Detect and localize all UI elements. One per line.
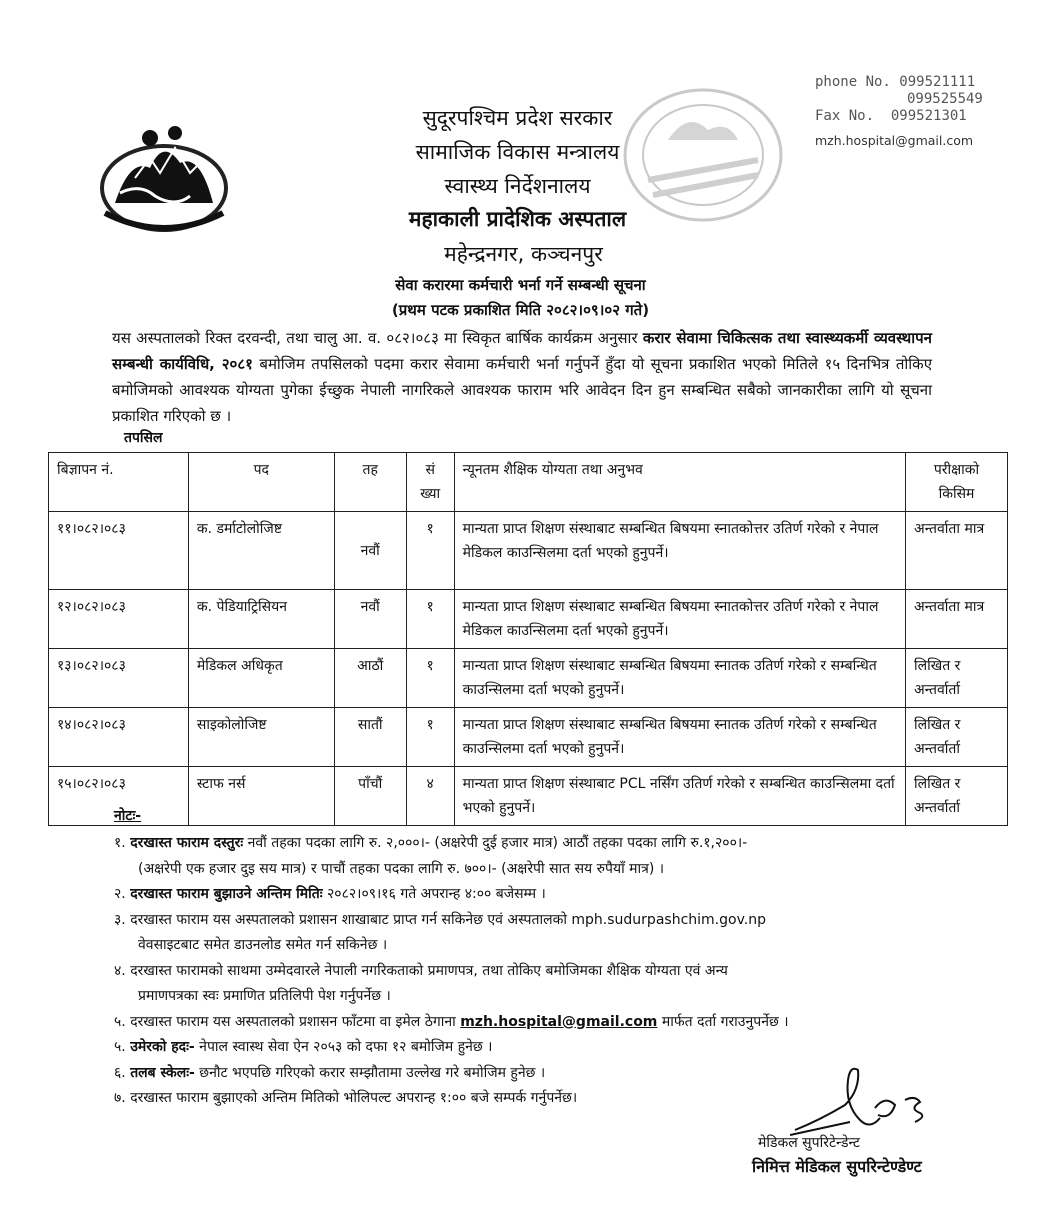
note-number: ४. [114,962,126,979]
notice-title: सेवा करारमा कर्मचारी भर्ना गर्ने सम्बन्धी सूचना [395,276,646,294]
note-bold: उमेरको हदः- [130,1039,195,1055]
note-item [114,959,934,1010]
cell-count: ४ [406,767,454,826]
cell-level: पाँचौं [334,767,406,826]
note-text: दरखास्त फारामको साथमा उम्मेदवारले नेपाली नगरिकताको प्रमाणपत्र, तथा तोकिए बमोजिमका शैक्षिक योग्यता एवं अन्य [130,962,728,979]
note-bold: दरखास्त फाराम दस्तुरः [130,835,244,851]
cell-qualification: मान्यता प्राप्त शिक्षण संस्थाबाट PCL नर्सिंग उतिर्ण गरेको र सम्बन्धित काउन्सिलमा दर्ता भएको हुनुपर्ने। [454,767,905,826]
cell-level: नवौं [334,512,406,590]
note-number: ६. [114,1064,126,1081]
col-advert-no: बिज्ञापन नं. [49,453,189,512]
note-number: १. [114,835,126,851]
note-text: दरखास्त फाराम यस अस्पतालको प्रशासन फाँटमा वा इमेल ठेगाना [130,1013,461,1030]
fax-number: 099521301 [890,108,967,124]
email-link[interactable]: mzh.hospital@gmail.com [460,1013,658,1030]
intro-paragraph [112,325,932,429]
note-number: २. [114,886,126,902]
cell-advert-no: १२।०८२।०८३ [49,590,189,649]
note-text: मार्फत दर्ता गराउनुपर्नेछ । [657,1013,789,1030]
cell-count: १ [406,649,454,708]
note-number: ७. [114,1090,126,1106]
handwritten-signature [790,1060,950,1140]
contact-block [815,74,983,125]
note-item [114,1010,934,1036]
cell-count: १ [406,708,454,767]
note-text-cont: वेवसाइटबाट समेत डाउनलोड समेत गर्न सकिनेछ । [138,937,388,953]
note-number: ५. [114,1039,126,1055]
col-count: सं ख्या [406,453,454,512]
cell-qualification: मान्यता प्राप्त शिक्षण संस्थाबाट सम्बन्धित बिषयमा स्नातक उतिर्ण गरेको र सम्बन्धित काउन्सिलमा दर्ता भएको हुनुपर्ने। [454,708,905,767]
intro-bold: करार सेवामा चिकित्सक तथा स्वास्थ्यकर्मी व्यवस्थापन सम्बन्धी कार्यविधि, २०८१ [112,329,932,373]
note-text: २०८२।०९।१६ गते अपरान्ह ४:०० बजेसम्म । [322,886,546,902]
col-level: तह [334,453,406,512]
note-text: दरखास्त फाराम यस अस्पतालको प्रशासन शाखाबाट प्राप्त गर्न सकिनेछ एवं अस्पतालको mph.sudurpashchim.gov.np [130,911,766,928]
header-directorate: स्वास्थ्य निर्देशनालय [444,174,591,198]
notes-heading: नोटः- [114,808,142,824]
cell-post: साइकोलोजिष्ट [188,708,334,767]
signatory-stamp: निमित्त मेडिकल सुपरिन्टेण्डेण्ट [752,1157,922,1176]
note-item [114,1035,934,1061]
note-text: नेपाल स्वास्थ सेवा ऐन २०५३ को दफा १२ बमोजिम हुनेछ । [194,1039,493,1055]
vacancy-table [48,452,1008,826]
phone-number-2: 099525549 [907,91,983,107]
cell-exam-type: लिखित र अन्तर्वार्ता [906,767,1008,826]
note-item [114,882,934,908]
cell-count: १ [406,512,454,590]
cell-exam-type: लिखित र अन्तर्वार्ता [906,708,1008,767]
cell-level: सातौं [334,708,406,767]
cell-level: नवौं [334,590,406,649]
intro-part2: बमोजिम तपसिलको पदमा करार सेवामा कर्मचारी भर्ना गर्नुपर्ने हुँदा यो सूचना प्रकाशित भएको मितिले १५ दिनभित्र तोकिए बमोजिमको आवश्यक योग्यता पुगेका ईच्छुक नेपाली नागरिकले आवश्यक फाराम भरि आवेदन दिन हुन सम्बन्धित सबैको जानकारीका लागि यो सूचना प्रकाशित गरिएको छ । [112,355,932,425]
cell-advert-no: ११।०८२।०८३ [49,512,189,590]
phone-number-1: 099521111 [899,74,976,90]
note-text: छनौट भएपछि गरिएको करार सम्झौतामा उल्लेख गरे बमोजिम हुनेछ । [194,1064,546,1081]
intro-part1: यस अस्पतालको रिक्त दरवन्दी, तथा चालु आ. व. ०८२।०८३ मा स्विकृत बार्षिक कार्यक्रम अनुसार [112,329,643,347]
cell-advert-no: १३।०८२।०८३ [49,649,189,708]
table-row [49,767,1008,826]
cell-post: मेडिकल अधिकृत [188,649,334,708]
signatory-title: मेडिकल सुपरिटेन्डेन्ट [758,1135,860,1151]
note-number: ५. [114,1013,126,1030]
note-bold: दरखास्त फाराम बुझाउने अन्तिम मितिः [130,886,323,902]
cell-level: आठौं [334,649,406,708]
note-item [114,908,934,959]
note-text: दरखास्त फाराम बुझाएको अन्तिम मितिको भोलिपल्ट अपरान्ह १:०० बजे सम्पर्क गर्नुपर्नेछ। [130,1090,578,1106]
contact-email: mzh.hospital@gmail.com [815,133,974,148]
header-location: महेन्द्रनगर, कञ्चनपुर [444,242,603,266]
note-bold: तलब स्केलः- [130,1064,195,1081]
table-row [49,590,1008,649]
note-item [114,831,934,882]
cell-qualification: मान्यता प्राप्त शिक्षण संस्थाबाट सम्बन्धित बिषयमा स्नातक उतिर्ण गरेको र सम्बन्धित काउन्सिलमा दर्ता भएको हुनुपर्ने। [454,649,905,708]
cell-post: क. डर्माटोलोजिष्ट [188,512,334,590]
note-text-cont: प्रमाणपत्रका स्वः प्रमाणित प्रतिलिपी पेश गर्नुपर्नेछ । [138,988,391,1004]
note-text: नवौं तहका पदका लागि रु. २,०००।- (अक्षरेपी दुई हजार मात्र) आठौं तहका पदका लागि रु.१,२००।- [243,835,748,851]
published-date: (प्रथम पटक प्रकाशित मिति २०८२।०९।०२ गते) [391,301,650,319]
table-header-row [49,453,1008,512]
col-post: पद [188,453,334,512]
fax-label: Fax No. [815,108,875,124]
table-row [49,708,1008,767]
header-ministry: सामाजिक विकास मन्त्रालय [415,140,620,164]
cell-exam-type: अन्तर्वाता मात्र [906,590,1008,649]
header-government: सुदूरपश्चिम प्रदेश सरकार [422,106,613,130]
cell-advert-no: १४।०८२।०८३ [49,708,189,767]
col-qualification: न्यूनतम शैक्षिक योग्यता तथा अनुभव [454,453,905,512]
cell-count: १ [406,590,454,649]
cell-qualification: मान्यता प्राप्त शिक्षण संस्थाबाट सम्बन्धित बिषयमा स्नातकोत्तर उतिर्ण गरेको र नेपाल मेडिकल काउन्सिलमा दर्ता भएको हुनुपर्ने। [454,512,905,590]
cell-post: स्टाफ नर्स [188,767,334,826]
cell-post: क. पेडियाट्रिसियन [188,590,334,649]
cell-exam-type: लिखित र अन्तर्वार्ता [906,649,1008,708]
table-row [49,649,1008,708]
cell-exam-type: अन्तर्वाता मात्र [906,512,1008,590]
tapasil-label: तपसिल [124,430,163,446]
note-text-cont: (अक्षरेपी एक हजार दुइ सय मात्र) र पाचौं तहका पदका लागि रु. ७००।- (अक्षरेपी सात सय रुपैयाँ मात्र) । [138,860,665,877]
cell-advert-no: १५।०८२।०८३ [49,767,189,826]
cell-qualification: मान्यता प्राप्त शिक्षण संस्थाबाट सम्बन्धित बिषयमा स्नातकोत्तर उतिर्ण गरेको र नेपाल मेडिकल काउन्सिलमा दर्ता भएको हुनुपर्ने। [454,590,905,649]
table-row [49,512,1008,590]
phone-label: phone No. [815,74,891,90]
note-number: ३. [114,911,126,928]
col-exam-type: परीक्षाको किसिम [906,453,1008,512]
header-hospital: महाकाली प्रादेशिक अस्पताल [408,207,627,231]
